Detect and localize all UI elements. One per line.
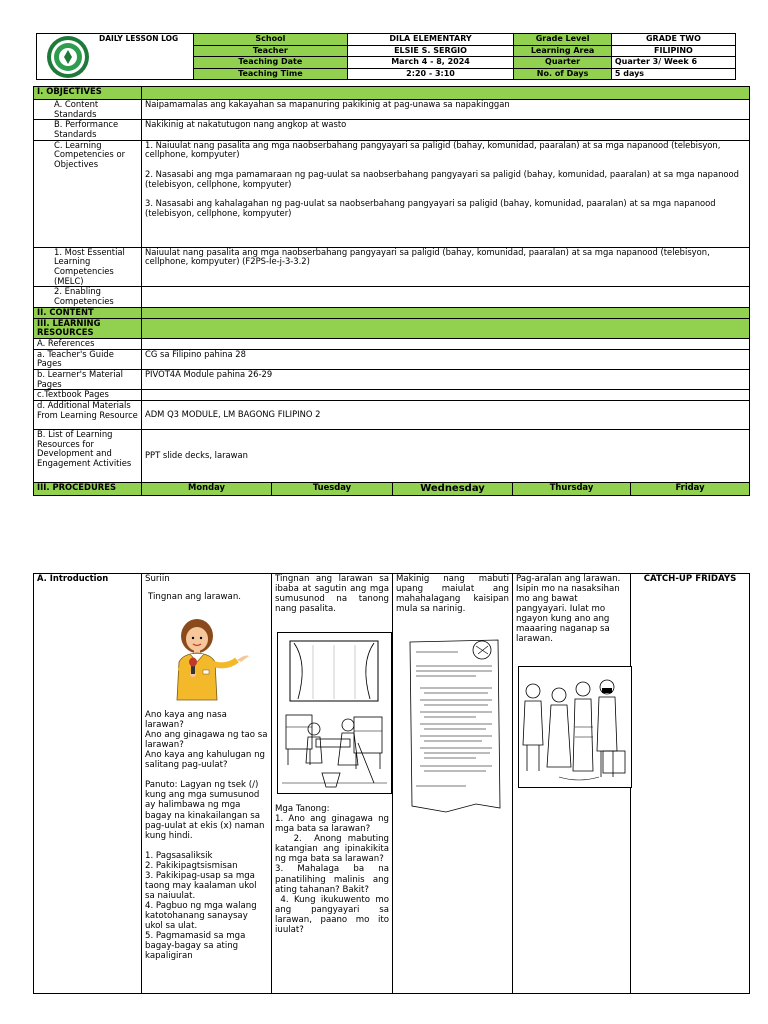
thursday-cell [513,574,631,994]
monday-panuto: Panuto: Lagyan ng tsek (/) kung ang mga sumusunod ay halimbawa ng mga bagay na kinakailangan sa pag-uulat at ekis (x) naman kung hindi. [145,780,265,841]
competency-item: 1. Naiuulat nang pasalita ang mga naobserbahang pangyayari sa paligid (bahay, komunidad, paaralan) at sa mga napanood (telebisyon, cellphone, kompyuter) [145,139,721,160]
textbook-pages-label: c.Textbook Pages [34,390,142,401]
cleaning-children-illustration [277,632,392,794]
suriin-label: Suriin [145,574,170,584]
additional-materials-label: d. Additional Materials From Learning Resource [34,401,142,430]
objectives-heading: I. OBJECTIVES [34,87,142,100]
tuesday-question: 3. Mahalaga ba na panatilihing malinis ang ating tahanan? Bakit? [275,864,389,895]
monday-item: 3. Pakikipag-usap sa mga taong may kaalaman ukol sa naiuulat. [145,870,257,901]
header-value-time: 2:20 - 3:10 [347,68,514,80]
thursday-text: Pag-aralan ang larawan. Isipin mo na nasaksihan mo ang bawat pangyayari. Iulat mo ngayon kung ano ang maaaring naganap sa larawan. [516,574,621,645]
tuesday-question: 2. Anong mabuting katangian ang ipinakikita ng mga bata sa larawan? [275,834,392,865]
header-value-quarter: Quarter 3/ Week 6 [611,57,735,69]
competency-item: 3. Nasasabi ang kahalagahan ng pag-uulat sa naobserbahang pangyayari sa paligid (bahay, komunidad, paaralan) at sa mga napanood (telebisyon, cellphone, kompyuter) [145,198,716,218]
monday-item: 1. Pagsasaliksik [145,850,213,861]
melc-label: 1. Most Essential Learning Competencies (MELC) [34,247,142,287]
header-label-grade: Grade Level [514,34,612,46]
day-tuesday: Tuesday [272,483,393,496]
header-table [36,33,736,80]
header-value-grade: GRADE TWO [611,34,735,46]
day-thursday: Thursday [513,483,631,496]
header-label-teacher: Teacher [193,45,347,57]
tuesday-cell [272,574,393,994]
content-heading: II. CONTENT [34,307,142,318]
header-label-quarter: Quarter [514,57,612,69]
log-title: DAILY LESSON LOG [99,34,179,43]
learning-resources-heading: III. LEARNING RESOURCES [34,318,142,338]
monday-question: Ano kaya ang kahulugan ng salitang pag-uulat? [145,750,266,771]
header-label-time: Teaching Time [193,68,347,80]
learning-competencies-text [142,140,750,247]
performance-standards-label: B. Performance Standards [34,120,142,140]
procedures-heading: III. PROCEDURES [34,483,142,496]
reporter-illustration [159,612,259,702]
friday-cell: CATCH-UP FRIDAYS [631,574,750,994]
day-monday: Monday [142,483,272,496]
introduction-label: A. Introduction [34,574,142,994]
monday-item: 5. Pagmamasid sa mga bagay-bagay sa ating kapaligiran [145,931,246,962]
news-article-illustration [406,636,504,816]
header-label-area: Learning Area [514,45,612,57]
content-standards-label: A. Content Standards [34,100,142,120]
tuesday-question: 4. Kung ikukuwento mo ang pangyayari sa larawan, paano mo ito iuulat? [275,894,392,935]
wednesday-text: Makinig nang mabuti upang maiulat ang mahahalagang kaisipan mula sa narinig. [396,574,509,615]
day-wednesday: Wednesday [393,483,513,496]
header-value-area: FILIPINO [611,45,735,57]
header-value-days: 5 days [611,68,735,80]
melc-text: Naiuulat nang pasalita ang mga naobserbahang pangyayari sa paligid (bahay, komunidad, paaralan) at sa mga napanood (telebisyon, cellphone, kompyuter) (F2PS-Ie-j-3-3.2) [142,247,750,287]
monday-instruction: Tingnan ang larawan. [148,592,241,603]
learners-material-label: b. Learner's Material Pages [34,369,142,389]
tuesday-question: 1. Ano ang ginagawa ng mga bata sa larawan? [275,814,389,835]
header-label-days: No. of Days [514,68,612,80]
header-value-date: March 4 - 8, 2024 [347,57,514,69]
content-standards-text: Naipamamalas ang kakayahan sa mapanuring pakikinig at pag-unawa sa napakinggan [142,100,750,120]
day-friday: Friday [631,483,750,496]
monday-item: 4. Pagbuo ng mga walang katotohanang sanaysay ukol sa ulat. [145,900,257,931]
people-scene-illustration [518,666,632,788]
performance-standards-text: Nakikinig at nakatutugon nang angkop at wasto [142,120,750,140]
additional-materials-text: ADM Q3 MODULE, LM BAGONG FILIPINO 2 [142,401,750,430]
teachers-guide-label: a. Teacher's Guide Pages [34,349,142,369]
header-label-date: Teaching Date [193,57,347,69]
header-value-teacher: ELSIE S. SERGIO [347,45,514,57]
monday-cell [142,574,272,994]
enabling-competencies-label: 2. Enabling Competencies [34,287,142,307]
tuesday-questions-heading: Mga Tanong: [275,804,330,815]
wednesday-cell [393,574,513,994]
header-label-school: School [193,34,347,46]
lesson-plan-table [33,86,750,496]
references-label: A. References [34,338,142,349]
competency-item: 2. Nasasabi ang mga pamamaraan ng pag-uulat sa naobserbahang pangyayari sa paligid (bahay, komunidad, paaralan) at sa mga napanood (telebisyon, cellphone, kompyuter) [145,168,739,189]
header-value-school: DILA ELEMENTARY [347,34,514,46]
introduction-table [33,573,750,994]
tuesday-intro: Tingnan ang larawan sa ibaba at sagutin ang mga sumusunod na tanong nang pasalita. [275,574,389,615]
learning-competencies-label: C. Learning Competencies or Objectives [34,140,142,247]
list-resources-label: B. List of Learning Resources for Development and Engagement Activities [34,430,142,483]
learners-material-text: PIVOT4A Module pahina 26-29 [142,369,750,389]
teachers-guide-text: CG sa Filipino pahina 28 [142,349,750,369]
monday-question: Ano ang ginagawa ng tao sa larawan? [145,730,268,751]
monday-item: 2. Pakikipagtsismisan [145,860,238,871]
list-resources-text: PPT slide decks, larawan [142,430,750,483]
monday-question: Ano kaya ang nasa larawan? [145,710,227,731]
